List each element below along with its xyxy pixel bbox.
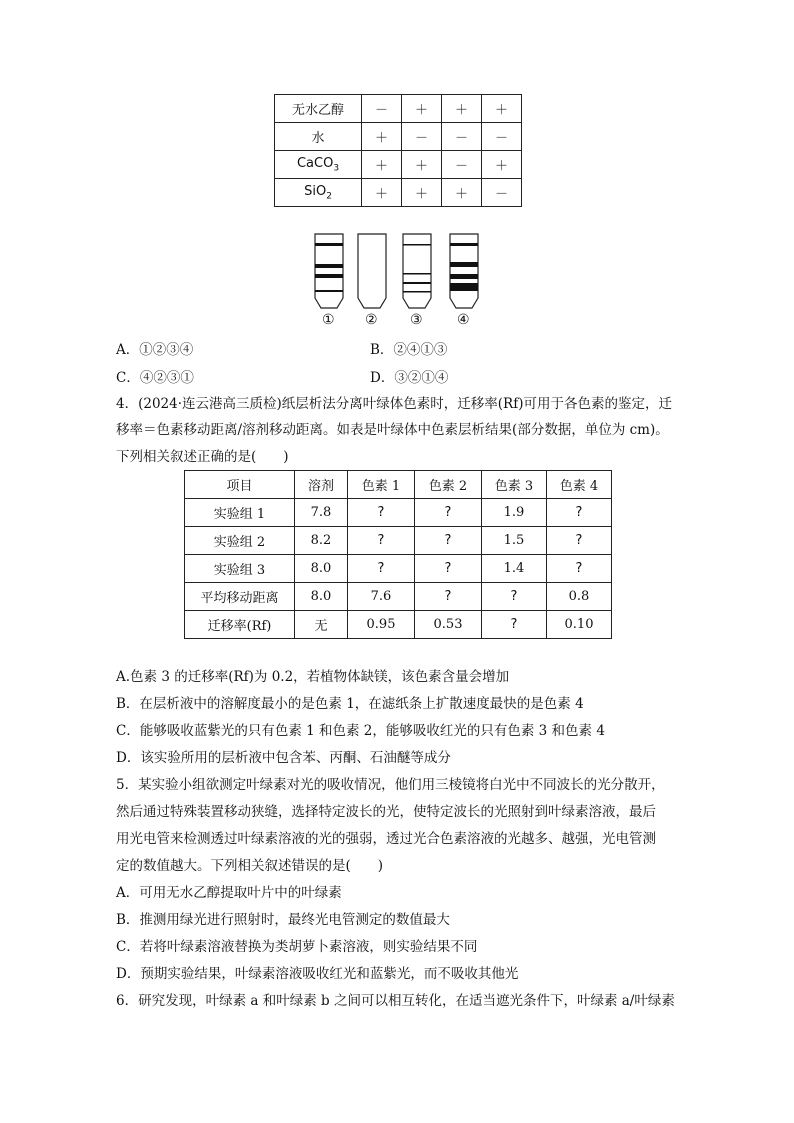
row-label [275, 179, 362, 207]
table-cell: ? [547, 527, 612, 555]
table-cell: ＋ [402, 151, 442, 179]
q5-stem-line-3: 用光电管来检测透过叶绿素溶液的光的强弱，透过光合色素溶液的光越多、越强，光电管测 [116, 831, 656, 847]
column-header: 溶剂 [295, 471, 348, 499]
table-row [275, 123, 522, 151]
formula-subscript: 3 [333, 163, 340, 174]
table-cell: ? [415, 555, 482, 583]
table-cell: 0.95 [348, 611, 415, 639]
q3-option-c: C．④②③① [116, 370, 194, 386]
column-header: 色素 1 [348, 471, 415, 499]
q5-stem-line-4: 定的数值越大。下列相关叙述错误的是( ) [116, 858, 384, 874]
q5-option-d: D．预期实验结果，叶绿素溶液吸收红光和蓝紫光，而不吸收其他光 [116, 966, 519, 982]
table-cell: 0.53 [415, 611, 482, 639]
table-cell: ? [415, 583, 482, 611]
table-cell: － [482, 179, 522, 207]
table-cell: 实验组 2 [185, 527, 295, 555]
q4-stem-line-1: 4．(2024·连云港高三质检)纸层析法分离叶绿体色素时，迁移率(Rf)可用于各色素的鉴定，迁 [116, 396, 672, 412]
q4-option-a: A.色素 3 的迁移率(Rf)为 0.2，若植物体缺镁，该色素含量会增加 [116, 669, 510, 685]
table-cell: 7.8 [295, 499, 348, 527]
column-header: 项目 [185, 471, 295, 499]
table-cell: 8.0 [295, 583, 348, 611]
column-header: 色素 4 [547, 471, 612, 499]
table-cell: － [362, 95, 402, 123]
q4-option-c: C．能够吸收蓝紫光的只有色素 1 和色素 2，能够吸收红光的只有色素 3 和色素 4 [116, 723, 605, 739]
table-cell: － [402, 123, 442, 151]
table-cell: ＋ [362, 179, 402, 207]
reagent-table [274, 94, 522, 207]
table-cell: ? [348, 499, 415, 527]
table-cell: 1.9 [482, 499, 547, 527]
column-header: 色素 2 [415, 471, 482, 499]
q5-stem-line-1: 5．某实验小组欲测定叶绿素对光的吸收情况，他们用三棱镜将白光中不同波长的光分散开， [116, 777, 665, 793]
table-header-row [185, 471, 612, 499]
table-cell: 0.8 [547, 583, 612, 611]
table-cell: ＋ [362, 151, 402, 179]
table-row [185, 499, 612, 527]
q4-stem-line-2: 移率＝色素移动距离/溶剂移动距离。如表是叶绿体中色素层析结果(部分数据，单位为 cm)。 [116, 422, 669, 438]
column-header: 色素 3 [482, 471, 547, 499]
formula-main: CaCO [296, 155, 334, 171]
formula-subscript: 2 [326, 191, 332, 202]
table-cell: 1.4 [482, 555, 547, 583]
table-row [275, 95, 522, 123]
table-cell: ＋ [442, 179, 482, 207]
table-cell: ＋ [402, 95, 442, 123]
q4-option-b: B．在层析液中的溶解度最小的是色素 1，在滤纸条上扩散速度最快的是色素 4 [116, 696, 584, 712]
table-row [185, 583, 612, 611]
table-cell: － [482, 123, 522, 151]
table-cell: 7.6 [348, 583, 415, 611]
table-cell: ? [547, 499, 612, 527]
strip-label-4: ④ [457, 312, 470, 328]
q5-option-a: A．可用无水乙醇提取叶片中的叶绿素 [116, 885, 342, 901]
table-cell: 实验组 1 [185, 499, 295, 527]
q6-stem-line-1: 6．研究发现，叶绿素 a 和叶绿素 b 之间可以相互转化，在适当遮光条件下，叶绿素 a/叶绿素 [116, 993, 675, 1009]
table-cell: ＋ [482, 95, 522, 123]
row-label: 水 [275, 123, 362, 151]
table-cell: ? [547, 555, 612, 583]
table-row [185, 555, 612, 583]
q3-option-b: B．②④①③ [370, 342, 448, 358]
table-cell: － [442, 123, 482, 151]
q4-stem-line-3: 下列相关叙述正确的是( ) [116, 449, 289, 465]
table-cell: ? [482, 611, 547, 639]
q3-option-a: A．①②③④ [116, 342, 194, 358]
table-cell: ＋ [362, 123, 402, 151]
table-cell: 无 [295, 611, 348, 639]
table-row [185, 611, 612, 639]
q4-option-d: D．该实验所用的层析液中包含苯、丙酮、石油醚等成分 [116, 750, 451, 766]
table-cell: 1.5 [482, 527, 547, 555]
table-cell: ＋ [402, 179, 442, 207]
strip-label-3: ③ [410, 312, 423, 328]
row-label: 无水乙醇 [275, 95, 362, 123]
table-cell: 实验组 3 [185, 555, 295, 583]
pigment-table [184, 470, 612, 639]
table-cell: ? [348, 555, 415, 583]
table-cell: ＋ [442, 95, 482, 123]
table-row [275, 179, 522, 207]
table-cell: ? [415, 527, 482, 555]
strip-2 [358, 234, 386, 308]
q5-option-b: B．推测用绿光进行照射时，最终光电管测定的数值最大 [116, 912, 450, 928]
table-cell: 0.10 [547, 611, 612, 639]
table-cell: ? [348, 527, 415, 555]
table-cell: 8.0 [295, 555, 348, 583]
table-row [275, 151, 522, 179]
table-cell: 平均移动距离 [185, 583, 295, 611]
table-cell: ? [415, 499, 482, 527]
formula-main: SiO [304, 183, 327, 199]
row-label [275, 151, 362, 179]
q3-option-d: D．③②①④ [370, 370, 449, 386]
table-cell: － [442, 151, 482, 179]
q5-option-c: C．若将叶绿素溶液替换为类胡萝卜素溶液，则实验结果不同 [116, 939, 478, 955]
table-cell: 8.2 [295, 527, 348, 555]
strip-1 [315, 234, 343, 308]
strip-label-1: ① [322, 312, 335, 328]
table-cell: ＋ [482, 151, 522, 179]
strip-3 [403, 234, 431, 308]
strip-label-2: ② [365, 312, 378, 328]
table-cell: ? [482, 583, 547, 611]
strip-4 [450, 234, 478, 308]
table-cell: 迁移率(Rf) [185, 611, 295, 639]
table-row [185, 527, 612, 555]
q5-stem-line-2: 然后通过特殊装置移动狭缝，选择特定波长的光，使特定波长的光照射到叶绿素溶液，最后 [116, 804, 656, 820]
